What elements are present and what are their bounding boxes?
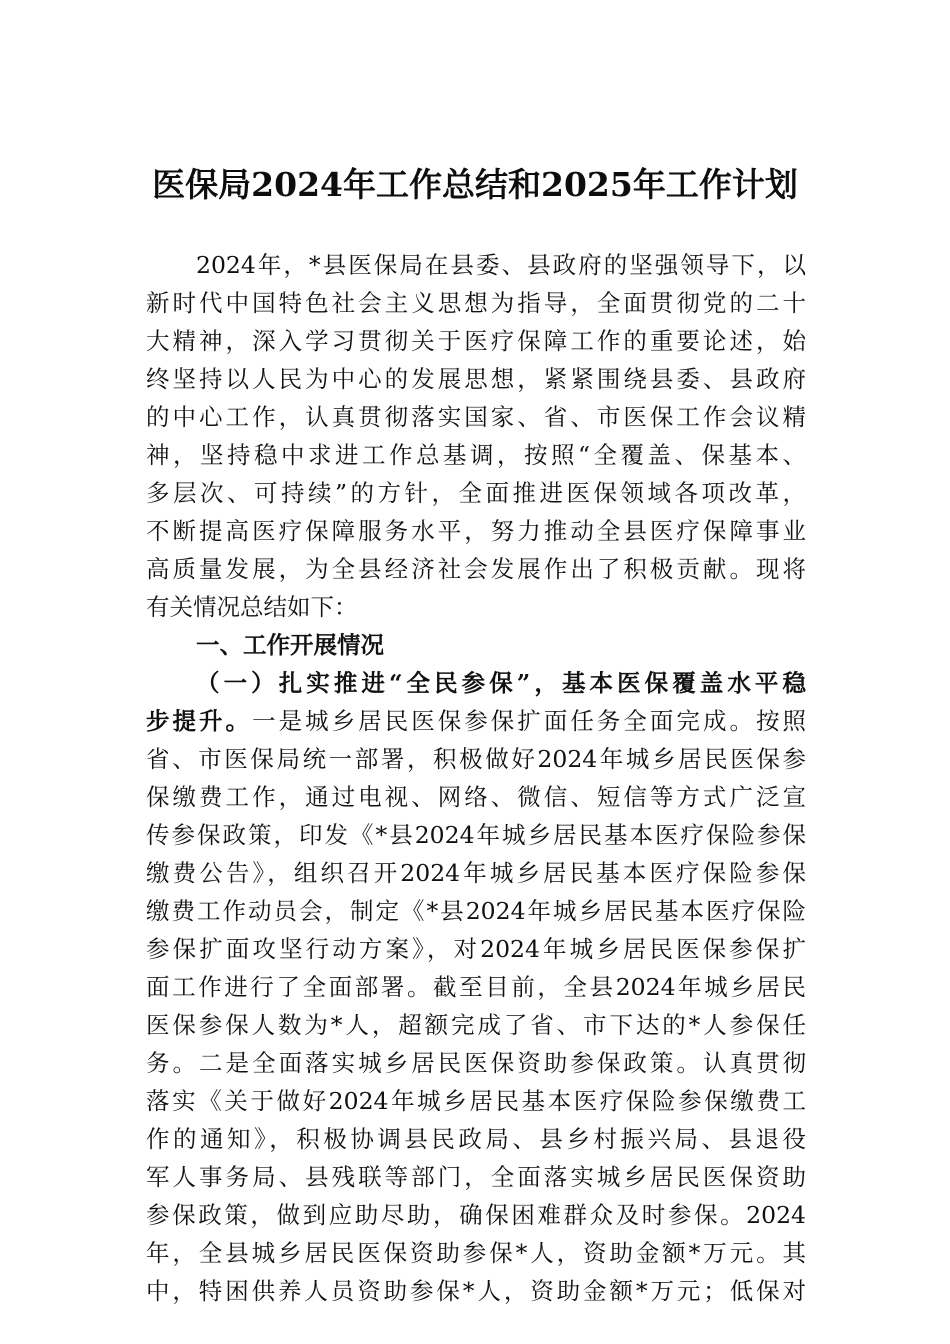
paragraph-line: 新时代中国特色社会主义思想为指导，全面贯彻党的二十 — [146, 289, 806, 317]
paragraph-line: 落实《关于做好2024年城乡居民基本医疗保险参保缴费工 — [146, 1087, 806, 1115]
document-body — [146, 246, 806, 1310]
paragraph-line: 不断提高医疗保障服务水平，努力推动全县医疗保障事业 — [146, 517, 806, 545]
paragraph-line: 务。二是全面落实城乡居民医保资助参保政策。认真贯彻 — [146, 1049, 806, 1077]
paragraph-line: 军人事务局、县残联等部门，全面落实城乡居民医保资助 — [146, 1163, 806, 1191]
paragraph-line: 的中心工作，认真贯彻落实国家、省、市医保工作会议精 — [146, 403, 806, 431]
paragraph-line: 面工作进行了全面部署。截至目前，全县2024年城乡居民 — [146, 973, 806, 1001]
paragraph-line: 年，全县城乡居民医保资助参保*人，资助金额*万元。其 — [146, 1239, 806, 1267]
paragraph-line: 神，坚持稳中求进工作总基调，按照“全覆盖、保基本、 — [146, 441, 806, 469]
paragraph-line: 医保参保人数为*人，超额完成了省、市下达的*人参保任 — [146, 1011, 806, 1039]
subsection-heading: （一）扎实推进“全民参保”，基本医保覆盖水平稳 — [196, 669, 806, 697]
paragraph-line: 作的通知》，积极协调县民政局、县乡村振兴局、县退役 — [146, 1125, 806, 1153]
paragraph-line: 高质量发展，为全县经济社会发展作出了积极贡献。现将 — [146, 555, 806, 583]
paragraph-line: 省、市医保局统一部署，积极做好2024年城乡居民医保参 — [146, 745, 806, 773]
paragraph-line: 缴费公告》，组织召开2024年城乡居民基本医疗保险参保 — [146, 859, 806, 887]
paragraph-line: 中，特困供养人员资助参保*人，资助金额*万元；低保对 — [146, 1277, 806, 1305]
paragraph-line: 有关情况总结如下： — [146, 593, 358, 621]
paragraph-line: 传参保政策，印发《*县2024年城乡居民基本医疗保险参保 — [146, 821, 806, 849]
paragraph-line: 保缴费工作，通过电视、网络、微信、短信等方式广泛宣 — [146, 783, 806, 811]
paragraph-line: 缴费工作动员会，制定《*县2024年城乡居民基本医疗保险 — [146, 897, 806, 925]
paragraph-line: 参保扩面攻坚行动方案》，对2024年城乡居民医保参保扩 — [146, 935, 806, 963]
paragraph-line: 多层次、可持续”的方针，全面推进医保领域各项改革， — [146, 479, 806, 507]
paragraph-line: 大精神，深入学习贯彻关于医疗保障工作的重要论述，始 — [146, 327, 806, 355]
paragraph-line: 参保政策，做到应助尽助，确保困难群众及时参保。2024 — [146, 1201, 806, 1229]
paragraph-line: 终坚持以人民为中心的发展思想，紧紧围绕县委、县政府 — [146, 365, 806, 393]
subsection-heading-tail: 步提升。 — [146, 707, 253, 735]
subsection-heading-continuation — [146, 702, 806, 740]
document-title: 医保局2024年工作总结和2025年工作计划 — [152, 165, 798, 204]
paragraph-line: 2024年，*县医保局在县委、县政府的坚强领导下，以 — [196, 251, 806, 279]
paragraph-text: 一是城乡居民医保参保扩面任务全面完成。按照 — [252, 707, 806, 735]
section-heading: 一、工作开展情况 — [196, 631, 384, 659]
